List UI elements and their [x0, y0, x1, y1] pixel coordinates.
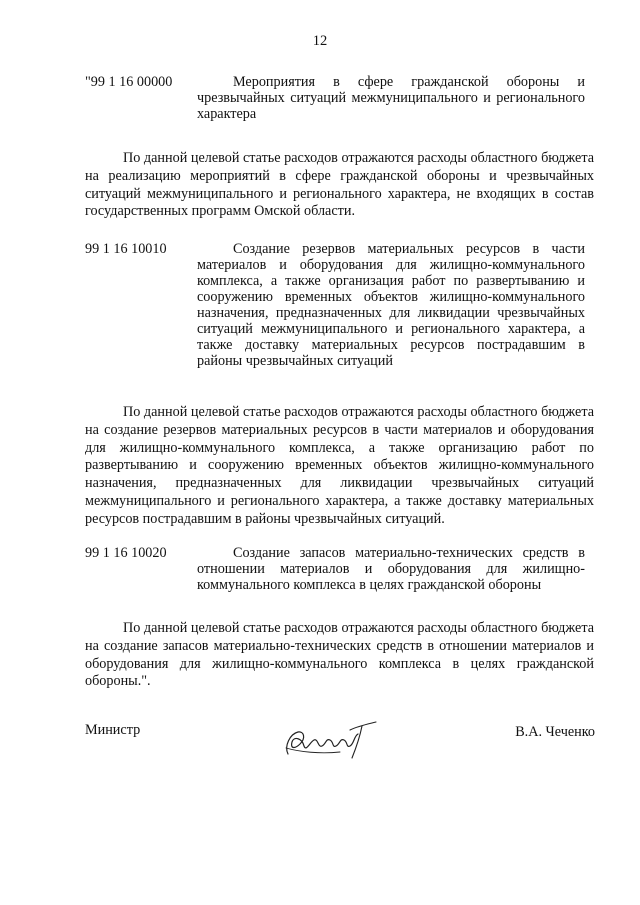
- entry-description: Мероприятия в сфере гражданской обороны и чрезвычайных ситуаций межмуниципального и регионального характера: [197, 74, 585, 122]
- entry-code: "99 1 16 00000: [85, 74, 173, 90]
- entry-description: Создание резервов материальных ресурсов в части материалов и оборудования для жилищно-коммунального комплекса, а также организация работ по развертыванию и сооружению временных объектов жилищно-коммунального назначения, предназначенных для ликвидации чрезвычайных ситуаций межмуниципального и регионального характера, а также доставку материальных ресурсов пострадавшим в районы чрезвычайных ситуаций: [197, 241, 585, 369]
- entry-code: 99 1 16 10020: [85, 545, 167, 561]
- minister-title: Министр: [85, 722, 141, 738]
- signer-name: В.А. Чеченко: [515, 724, 595, 740]
- paragraph: По данной целевой статье расходов отражаются расходы областного бюджета на создание запасов материально-технических средств в отношении материалов и оборудования для жилищно-коммунального комплекса в целях гражданской обороны.".: [85, 620, 594, 690]
- handwritten-signature-icon: [280, 718, 380, 764]
- page-number: 12: [312, 33, 328, 49]
- paragraph: По данной целевой статье расходов отражаются расходы областного бюджета на реализацию мероприятий в сфере гражданской обороны и чрезвычайных ситуаций межмуниципального и регионального характера, не входящих в состав государственных программ Омской области.: [85, 150, 594, 220]
- entry-description: Создание запасов материально-технических средств в отношении материалов и оборудования для жилищно-коммунального комплекса в целях гражданской обороны: [197, 545, 585, 593]
- paragraph: По данной целевой статье расходов отражаются расходы областного бюджета на создание резервов материальных ресурсов в части материалов и оборудования для жилищно-коммунального комплекса, а также организацию работ по развертыванию и сооружению временных объектов жилищно-коммунального назначения, предназначенных для ликвидации чрезвычайных ситуаций межмуниципального и регионального характера, а также доставку материальных ресурсов пострадавшим в районы чрезвычайных ситуаций.: [85, 404, 594, 527]
- signature-block: [85, 722, 595, 762]
- entry-code: 99 1 16 10010: [85, 241, 167, 257]
